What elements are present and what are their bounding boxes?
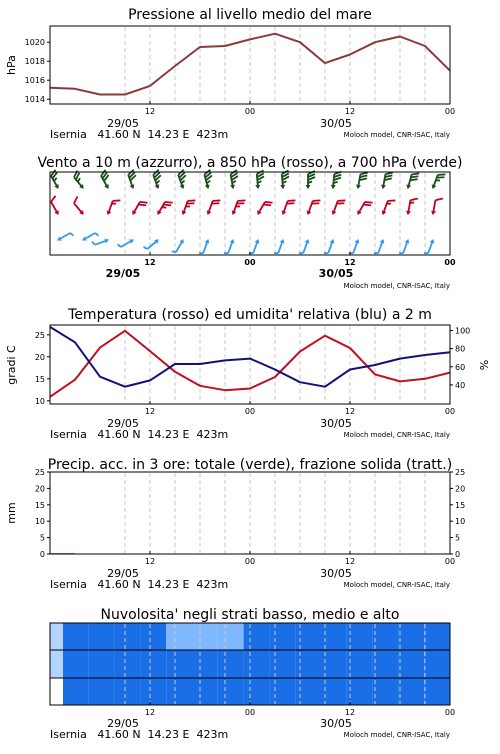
barb-head — [130, 184, 136, 189]
wind-barb-2-5 — [172, 237, 186, 255]
y-tick-label-1: 5 — [39, 533, 45, 543]
y-tick-label-5: 25 — [34, 468, 45, 477]
wind-barb-1-12 — [355, 198, 372, 218]
cloud-cell-0-13 — [373, 623, 399, 650]
x-tick-label-2: 12 — [344, 708, 356, 717]
barb-head — [205, 210, 211, 215]
cloud-cell-0-7 — [218, 623, 244, 650]
cloud-cell-1-13 — [373, 650, 399, 678]
wind-barb-1-2 — [105, 197, 120, 217]
y2-tick-label-3: 100 — [455, 326, 471, 336]
cloud-cell-0-15 — [424, 623, 450, 650]
precip-date-2: 30/05 — [320, 567, 352, 580]
barb-head — [230, 185, 236, 190]
pressure-date-1: 29/05 — [107, 117, 139, 130]
wind-barb-2-6 — [199, 238, 211, 256]
barb-head — [430, 184, 436, 189]
barb-head — [280, 238, 286, 243]
cloud-cell-0-2 — [89, 623, 115, 650]
barb-half-flag — [70, 232, 73, 236]
temperature-location: Isernia 41.60 N 14.23 E 423m — [50, 428, 229, 441]
cloud-cell-0-1 — [63, 623, 89, 650]
precip-frame — [50, 472, 450, 554]
x-tick-label-0: 12 — [144, 708, 156, 717]
wind-barb-1-15 — [430, 197, 442, 216]
pressure-yticks — [25, 38, 50, 104]
wind-barb-2-11 — [324, 238, 336, 256]
y-tick-label-1: 15 — [34, 374, 45, 384]
wind-barb-2-0 — [56, 230, 74, 244]
barb-head — [380, 185, 386, 190]
pressure-title: Pressione al livello medio del mare — [128, 7, 372, 23]
temperature-ylabel: gradi C — [5, 345, 18, 385]
wind-date-1: 29/05 — [105, 267, 141, 280]
wind-barb-0-1 — [70, 170, 89, 190]
cloud-cell-2-4 — [140, 678, 166, 705]
cloud-cell-2-6 — [192, 678, 218, 705]
precip-panel — [5, 457, 465, 591]
barb-head — [306, 185, 311, 189]
wind-xticks — [144, 252, 456, 267]
wind-barb-2-2 — [92, 236, 110, 248]
x-tick-label-1: 00 — [244, 407, 256, 416]
precip-footer — [50, 567, 450, 591]
wind-barb-2-9 — [274, 238, 286, 256]
wind-barb-0-12 — [355, 171, 367, 190]
cloud-cell-0-12 — [347, 623, 373, 650]
barb-flag-0 — [410, 197, 417, 201]
y-tick-label-2: 1018 — [24, 57, 45, 67]
wind-barb-1-1 — [70, 196, 89, 216]
y-tick-label-0: 1014 — [24, 95, 45, 105]
barb-head — [305, 210, 311, 215]
cloud-panel — [50, 607, 455, 741]
wind-barb-2-15 — [424, 238, 436, 256]
y2-tick-label-0: 40 — [455, 380, 466, 390]
barb-flag-0 — [388, 198, 396, 203]
wind-footer — [106, 267, 450, 290]
cloud-cell-1-6 — [192, 650, 218, 678]
humidity-yticks — [450, 327, 470, 390]
x-tick-label-2: 12 — [344, 258, 356, 267]
barb-half-flag — [92, 241, 95, 245]
x-tick-label-1: 00 — [244, 557, 256, 566]
y-tick-label-4: 20 — [34, 484, 45, 494]
barb-head — [230, 238, 236, 243]
barb-head — [255, 238, 261, 243]
y-tick-label-3: 25 — [34, 330, 45, 340]
wind-barb-2-4 — [144, 236, 161, 252]
wind-barb-0-5 — [175, 170, 190, 190]
wind-barb-0-14 — [405, 171, 419, 191]
wind-barbs — [47, 170, 445, 256]
cloud-cell-1-9 — [269, 650, 295, 678]
wind-barb-0-11 — [330, 171, 341, 190]
temperature-date-2: 30/05 — [320, 417, 352, 430]
y2-tick-label-2: 10 — [455, 517, 466, 527]
cloud-cell-1-2 — [89, 650, 115, 678]
pressure-credit: Moloch model, CNR-ISAC, Italy — [343, 131, 450, 139]
wind-barb-0-13 — [380, 171, 392, 190]
cloud-cell-0-4 — [140, 623, 166, 650]
cloud-cell-0-9 — [269, 623, 295, 650]
wind-barb-1-7 — [230, 197, 245, 217]
wind-barb-0-10 — [306, 171, 316, 189]
cloud-cell-2-12 — [347, 678, 373, 705]
precip-gridlines — [125, 473, 450, 553]
x-tick-label-1: 00 — [244, 708, 256, 717]
cloud-cell-1-4 — [140, 650, 166, 678]
y2-tick-label-4: 20 — [455, 484, 466, 494]
precip-xticks — [145, 551, 455, 566]
cloud-cell-1-12 — [347, 650, 373, 678]
cloud-cell-1-14 — [398, 650, 424, 678]
x-tick-label-2: 12 — [344, 557, 356, 566]
wind-panel — [37, 155, 462, 290]
x-tick-label-0: 12 — [144, 107, 156, 116]
wind-barb-1-13 — [380, 197, 395, 217]
y-tick-label-3: 15 — [34, 500, 45, 510]
pressure-panel — [5, 7, 455, 141]
wind-barb-0-7 — [228, 170, 240, 189]
cloud-cell-2-7 — [218, 678, 244, 705]
barb-head — [155, 184, 161, 189]
barb-head — [330, 238, 336, 243]
pressure-location: Isernia 41.60 N 14.23 E 423m — [50, 128, 229, 141]
cloud-cell-1-8 — [244, 650, 270, 678]
precip-location: Isernia 41.60 N 14.23 E 423m — [50, 578, 229, 591]
wind-barb-2-13 — [374, 238, 386, 256]
humidity-ylabel: % — [478, 359, 491, 371]
wind-barb-2-14 — [399, 238, 411, 256]
wind-barb-1-5 — [180, 197, 195, 217]
y2-tick-label-1: 60 — [455, 362, 466, 372]
cloud-location: Isernia 41.60 N 14.23 E 423m — [50, 728, 229, 741]
barb-head — [330, 210, 336, 215]
x-tick-label-3: 00 — [444, 557, 456, 566]
barb-head — [280, 185, 285, 189]
x-tick-label-0: 12 — [144, 557, 156, 566]
wind-barb-2-7 — [224, 238, 236, 256]
wind-barb-0-15 — [430, 171, 445, 191]
cloud-cell-1-7 — [218, 650, 244, 678]
x-tick-label-3: 00 — [444, 708, 456, 717]
y-tick-label-0: 0 — [39, 550, 45, 559]
cloud-date-2: 30/05 — [320, 717, 352, 730]
barb-head — [255, 185, 260, 189]
cloud-cell-2-13 — [373, 678, 399, 705]
temperature-footer — [50, 417, 450, 441]
wind-barb-1-10 — [305, 197, 320, 217]
cloud-cell-2-1 — [63, 678, 89, 705]
barb-half-flag — [144, 246, 148, 250]
x-tick-label-3: 00 — [444, 107, 456, 116]
x-tick-label-3: 00 — [444, 407, 456, 416]
barb-head — [230, 210, 236, 215]
pressure-xticks — [145, 101, 455, 116]
wind-barb-0-6 — [201, 170, 215, 190]
cloud-title: Nuvolosita' negli strati basso, medio e alto — [100, 607, 400, 623]
cloud-date-1: 29/05 — [107, 717, 139, 730]
cloud-cell-2-3 — [115, 678, 141, 705]
cloud-cell-1-3 — [115, 650, 141, 678]
wind-barb-0-3 — [125, 170, 140, 190]
cloud-cell-2-10 — [295, 678, 321, 705]
cloud-footer — [50, 717, 450, 741]
x-tick-label-0: 12 — [144, 258, 156, 267]
barb-head — [180, 210, 186, 215]
x-tick-label-3: 00 — [444, 258, 456, 267]
cloud-cell-0-5 — [166, 623, 192, 650]
temperature-date-1: 29/05 — [107, 417, 139, 430]
x-tick-label-1: 00 — [244, 107, 256, 116]
temperature-xticks — [145, 401, 455, 416]
barb-head — [104, 237, 109, 243]
barb-head — [205, 184, 211, 189]
y2-tick-label-3: 15 — [455, 500, 466, 510]
cloud-cell-2-5 — [166, 678, 192, 705]
barb-flag-0 — [435, 197, 442, 201]
y2-tick-label-2: 80 — [455, 344, 466, 354]
cloud-cell-2-9 — [269, 678, 295, 705]
pressure-footer — [50, 117, 450, 141]
wind-barb-1-14 — [405, 197, 417, 216]
wind-barb-0-4 — [150, 170, 165, 190]
temperature-yticks — [35, 331, 50, 406]
barb-head — [430, 211, 436, 216]
temperature-panel — [5, 307, 491, 441]
wind-frame — [50, 172, 450, 255]
barb-half-flag — [77, 178, 81, 182]
barb-head — [405, 211, 411, 216]
precip-ylabel: mm — [5, 502, 18, 524]
wind-barb-1-3 — [130, 198, 147, 218]
y2-tick-label-1: 5 — [455, 533, 461, 543]
y-tick-label-2: 10 — [34, 517, 45, 527]
barb-half-flag — [162, 206, 166, 209]
x-tick-label-1: 00 — [244, 258, 256, 267]
x-tick-label-2: 12 — [344, 407, 356, 416]
wind-barb-1-4 — [155, 198, 172, 218]
cloud-cell-0-3 — [115, 623, 141, 650]
barb-flag-0 — [72, 196, 79, 203]
barb-head — [105, 210, 111, 215]
cloud-cell-2-0 — [50, 678, 63, 705]
wind-barb-2-1 — [81, 230, 99, 244]
wind-barb-0-9 — [279, 170, 290, 189]
y2-tick-label-5: 25 — [455, 468, 466, 477]
wind-title: Vento a 10 m (azzurro), a 850 hPa (rosso), a 700 hPa (verde) — [37, 155, 463, 171]
cloud-cell-2-8 — [244, 678, 270, 705]
y-tick-label-0: 10 — [34, 396, 45, 406]
wind-barb-2-10 — [299, 238, 311, 256]
precip-date-1: 29/05 — [107, 567, 139, 580]
precip-credit: Moloch model, CNR-ISAC, Italy — [343, 581, 450, 589]
cloud-cell-0-8 — [244, 623, 270, 650]
cloud-cell-1-0 — [50, 650, 63, 678]
wind-barb-0-8 — [254, 170, 265, 189]
cloud-cell-2-15 — [424, 678, 450, 705]
barb-head — [205, 238, 211, 243]
cloud-cell-1-1 — [63, 650, 89, 678]
wind-barb-1-11 — [330, 197, 345, 217]
wind-credit: Moloch model, CNR-ISAC, Italy — [343, 282, 450, 290]
wind-barb-1-8 — [255, 198, 272, 218]
cloud-cell-0-6 — [192, 623, 218, 650]
pressure-ylabel: hPa — [5, 55, 18, 75]
barb-head — [305, 238, 311, 243]
cloud-cell-2-14 — [398, 678, 424, 705]
precip-title: Precip. acc. in 3 ore: totale (verde), frazione solida (tratt.) — [47, 457, 453, 473]
cloud-cell-1-10 — [295, 650, 321, 678]
barb-half-flag — [95, 232, 98, 236]
wind-barb-1-9 — [280, 197, 295, 217]
barb-head — [355, 238, 361, 243]
barb-head — [405, 238, 411, 243]
y-tick-label-3: 1020 — [24, 38, 45, 48]
cloud-cell-0-0 — [50, 623, 63, 650]
cloud-cell-1-15 — [424, 650, 450, 678]
temperature-credit: Moloch model, CNR-ISAC, Italy — [343, 431, 450, 439]
barb-flag-0 — [50, 196, 58, 202]
barb-head — [380, 210, 386, 215]
barb-half-flag — [118, 244, 121, 248]
cloud-cell-1-5 — [166, 650, 192, 678]
cloud-cell-0-10 — [295, 623, 321, 650]
wind-barb-2-8 — [249, 238, 261, 256]
barb-head — [380, 238, 386, 243]
barb-head — [180, 184, 186, 189]
barb-flag-0 — [113, 198, 121, 203]
precip-yticks-right — [450, 468, 465, 559]
x-tick-label-0: 12 — [144, 407, 156, 416]
barb-head — [405, 184, 411, 189]
precip-yticks-left — [35, 468, 50, 559]
wind-date-2: 30/05 — [318, 267, 354, 280]
pressure-date-2: 30/05 — [320, 117, 352, 130]
y2-tick-label-0: 0 — [455, 550, 461, 559]
barb-head — [430, 238, 436, 243]
barb-head — [280, 210, 286, 215]
x-tick-label-2: 12 — [344, 107, 356, 116]
temperature-title: Temperatura (rosso) ed umidita' relativa (blu) a 2 m — [68, 307, 432, 323]
cloud-credit: Moloch model, CNR-ISAC, Italy — [343, 731, 450, 739]
cloud-cells — [50, 623, 450, 705]
y-tick-label-2: 20 — [34, 352, 45, 362]
wind-gridlines — [125, 173, 450, 254]
cloud-cell-0-14 — [398, 623, 424, 650]
cloud-cell-2-2 — [89, 678, 115, 705]
wind-barb-2-12 — [349, 238, 361, 256]
barb-head — [355, 185, 361, 190]
barb-head — [330, 185, 335, 189]
wind-barb-2-3 — [118, 236, 136, 250]
wind-barb-0-2 — [97, 170, 114, 190]
y-tick-label-1: 1016 — [24, 76, 45, 86]
wind-barb-1-6 — [205, 197, 220, 217]
